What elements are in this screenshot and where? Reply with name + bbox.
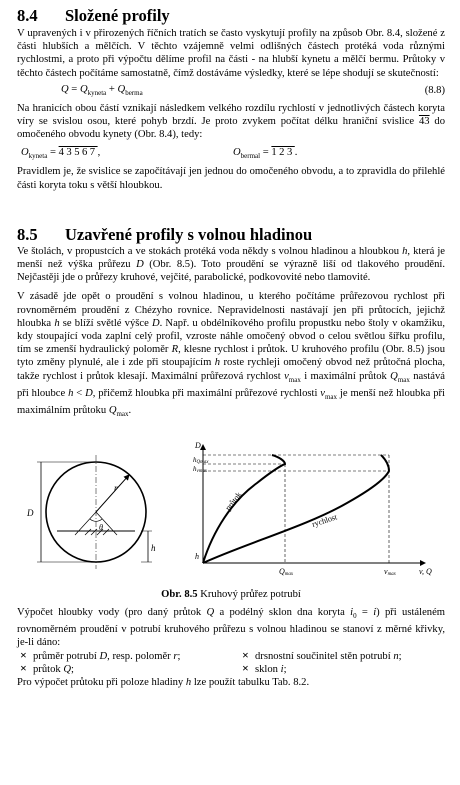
h-qmax-label: hQmax bbox=[193, 455, 209, 465]
paragraph: Výpočet hloubky vody (pro daný průtok Q a podélný sklon dna koryta $i_0 = i$) při ustáleném rovnoměrném proudění v potrubí kruhového průřezu s volnou hladinou se stanoví z měrné křivky, je-li dáno: bbox=[17, 606, 446, 649]
figure-8-5 bbox=[17, 431, 445, 585]
vmax-label: vmax bbox=[384, 566, 396, 577]
figure-caption: Obr. 8.5 Kruhový průřez potrubí bbox=[161, 588, 301, 600]
axis-vq-label: v, Q bbox=[419, 566, 432, 576]
velocity-curve-label: rychlost bbox=[310, 511, 339, 529]
perimeter-kyneta: $O_{kyneta} = 43567$, bbox=[21, 146, 101, 160]
perimeter-berma: $O_{bermal} = 123$. bbox=[233, 146, 298, 160]
equation-number: (8.8) bbox=[424, 85, 445, 97]
paragraph: V zásadě jde opět o proudění s volnou hladinou, u kterého počítáme průřezovou rychlost při rovnoměrném proudění z Chézyho rovnice. Nepravidelnosti nastávají jen při průtocích, jejichž hloubka h se blíží světlé výšce D. Např. u obdélníkového profilu propustku nebo štoly v okamžiku, kdy stoupající voda zaplní celý profil, vzroste náhle omočený obvod o celou světlou šířku profilu, tím se zmenší hydraulický poloměr R, klesne rychlost i průtok. U kruhového profilu (Obr. 8.5) jsou tyto změny plynulé, ale i zde při stoupajícím h roste rychleji omočený obvod než průtočná plocha, takže rychlost i průtok klesají. Maximální průřezová rychlost $v_{max}$ i maximální průtok $Q_{max}$ nastává při hloubce h < D, přičemž hloubka při maximální průřezové rychlosti $v_{max}$ je menší než hloubka při maximálním průtoku $Q_{max}$. bbox=[17, 291, 445, 419]
list-item: × průměr potrubí D, resp. poloměr r; bbox=[17, 650, 239, 663]
section-title: Složené profily bbox=[65, 6, 170, 25]
section-number: 8.4 bbox=[17, 6, 38, 25]
document-page bbox=[17, 6, 445, 690]
dim-D-label: D bbox=[27, 507, 34, 518]
paragraph: Pro výpočet průtoku při poloze hladiny h lze použít tabulku Tab. 8.2. bbox=[17, 677, 310, 689]
section-heading-8-4 bbox=[17, 6, 445, 26]
given-parameters-list bbox=[17, 650, 445, 676]
section-number: 8.5 bbox=[17, 224, 38, 244]
equation-body: $Q = Q_{kyneta} + Q_{berma}$ bbox=[61, 84, 143, 98]
perimeter-equations bbox=[17, 141, 445, 165]
axis-D-label: D bbox=[195, 440, 201, 450]
list-item: × sklon i; bbox=[239, 663, 445, 676]
paragraph: V upravených i v přirozených říčních tratích se často vyskytují profily na způsob Obr. 8.4, složené z části hlubších a mělčích. V těchto vzájemně velmi odlišných částech protéká voda různými rychlostmi, a proto při výpočtu dělíme profil na části - na hlubší kynetu a mělčí bermu. Průtoky v těchto částech počítáme samostatně, čímž dostáváme výsledky, které se lépe shodují se skutečností: bbox=[17, 28, 445, 79]
section-title: Uzavřené profily s volnou hladinou bbox=[65, 224, 313, 244]
paragraph: Ve štolách, v propustcích a ve stokách protéká voda někdy s volnou hladinou a hloubkou h, která je menší než výška průřezu D (Obr. 8.5). Toto proudění se výrazně liší od tlakového proudění. Nejčastěji jde o průřezy kruhové, vejčité, parabolické, podkovovité nebo tlamovité. bbox=[17, 245, 445, 284]
figure-drawing bbox=[17, 431, 445, 585]
list-item: × drsnostní součinitel stěn potrubí n; bbox=[239, 650, 445, 663]
circular-section-drawing bbox=[37, 455, 152, 569]
flow-curve-label: průtok bbox=[223, 489, 244, 512]
theta-label: θ bbox=[99, 522, 103, 532]
list-item: × průtok Q; bbox=[17, 663, 239, 676]
h-vmax-label: hvmax bbox=[193, 464, 208, 474]
depth-label: h bbox=[151, 542, 156, 553]
section-heading-8-5 bbox=[17, 225, 445, 245]
radius-label: r bbox=[114, 482, 118, 493]
axis-h-label: h bbox=[195, 551, 199, 561]
paragraph: Na hranicích obou částí vznikají následkem velkého rozdílu rychlostí v jednotlivých částech koryta víry se svislou osou, které pohyb brzdí. Je proto zvykem počítat délku hraniční svislice 43 do omočeného obvodu kynety (Obr. 8.4), tedy: bbox=[17, 102, 445, 141]
equation-8-8 bbox=[17, 80, 445, 102]
qmax-label: Qmax bbox=[279, 566, 294, 577]
paragraph: Pravidlem je, že svislice se započítávají jen jednou do omočeného obvodu, a to zpravidla do přilehlé části koryta toku s větší hloubkou. bbox=[17, 166, 445, 191]
